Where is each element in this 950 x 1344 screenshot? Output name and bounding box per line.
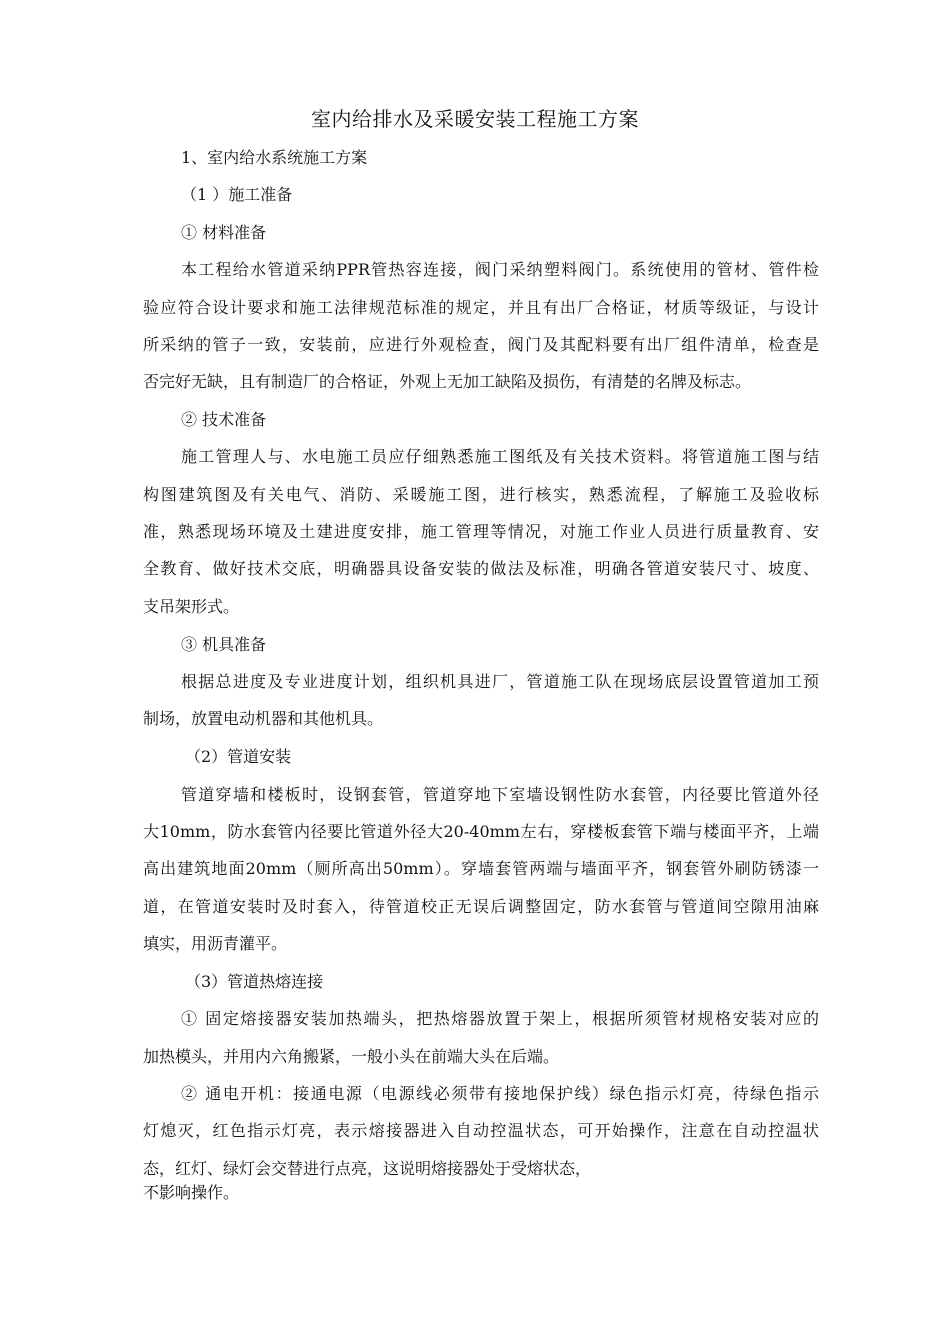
paragraph-line: 管道穿墙和楼板时，设钢套管，管道穿地下室墙设钢性防水套管，内径要比管道外径 <box>181 785 819 804</box>
paragraph-line: 道，在管道安装时及时套入，待管道校正无误后调整固定，防水套管与管道间空隙用油麻 <box>143 897 819 916</box>
paragraph-line: 不影响操作。 <box>143 1183 240 1202</box>
paragraph-line: 制场，放置电动机器和其他机具。 <box>143 709 384 728</box>
paragraph-line: 根据总进度及专业进度计划，组织机具进厂，管道施工队在现场底层设置管道加工预 <box>181 672 819 691</box>
document-title: 室内给排水及采暖安装工程施工方案 <box>311 107 639 131</box>
paragraph-line: ① 固定熔接器安装加热端头，把热熔器放置于架上，根据所须管材规格安装对应的 <box>181 1009 819 1028</box>
paragraph-line: 构图建筑图及有关电气、消防、采暖施工图，进行核实，熟悉流程，了解施工及验收标 <box>143 485 819 504</box>
subsection-heading: （3）管道热熔连接 <box>185 972 324 991</box>
paragraph-line: 本工程给水管道采纳PPR管热容连接，阀门采纳塑料阀门。系统使用的管材、管件检 <box>181 260 819 279</box>
paragraph-line: 准，熟悉现场环境及土建进度安排，施工管理等情况，对施工作业人员进行质量教育、安 <box>143 522 819 541</box>
subsection-heading: （1 ）施工准备 <box>181 185 293 204</box>
paragraph-line: 高出建筑地面20mm（厕所高出50mm）。穿墙套管两端与墙面平齐，钢套管外刷防锈漆一 <box>143 859 819 878</box>
paragraph-line: ② 通电开机：接通电源（电源线必须带有接地保护线）绿色指示灯亮，待绿色指示 <box>181 1084 819 1103</box>
paragraph-line: 大10mm，防水套管内径要比管道外径大20-40mm左右，穿楼板套管下端与楼面平齐，上端 <box>143 822 819 841</box>
paragraph-line: 填实，用沥青灌平。 <box>143 934 288 953</box>
item-heading: ③ 机具准备 <box>181 635 267 654</box>
paragraph-line: 态，红灯、绿灯会交替进行点亮，这说明熔接器处于受熔状态， <box>143 1159 592 1178</box>
subsection-heading: （2）管道安装 <box>185 747 292 766</box>
item-heading: ② 技术准备 <box>181 410 267 429</box>
paragraph-line: 全教育、做好技术交底，明确器具设备安装的做法及标准，明确各管道安装尺寸、坡度、 <box>143 559 819 578</box>
paragraph-line: 支吊架形式。 <box>143 597 240 616</box>
paragraph-line: 否完好无缺，且有制造厂的合格证，外观上无加工缺陷及损伤，有清楚的名牌及标志。 <box>143 372 752 391</box>
paragraph-line: 验应符合设计要求和施工法律规范标准的规定，并且有出厂合格证，材质等级证，与设计 <box>143 298 819 317</box>
section-heading: 1、室内给水系统施工方案 <box>181 148 368 167</box>
item-heading: ① 材料准备 <box>181 223 267 242</box>
paragraph-line: 加热模头，并用内六角搬紧，一般小头在前端大头在后端。 <box>143 1047 560 1066</box>
paragraph-line: 施工管理人与、水电施工员应仔细熟悉施工图纸及有关技术资料。将管道施工图与结 <box>181 447 819 466</box>
paragraph-line: 灯熄灭，红色指示灯亮，表示熔接器进入自动控温状态，可开始操作，注意在自动控温状 <box>143 1121 819 1140</box>
paragraph-line: 所采纳的管子一致，安装前，应进行外观检查，阀门及其配料要有出厂组件清单，检查是 <box>143 335 819 354</box>
